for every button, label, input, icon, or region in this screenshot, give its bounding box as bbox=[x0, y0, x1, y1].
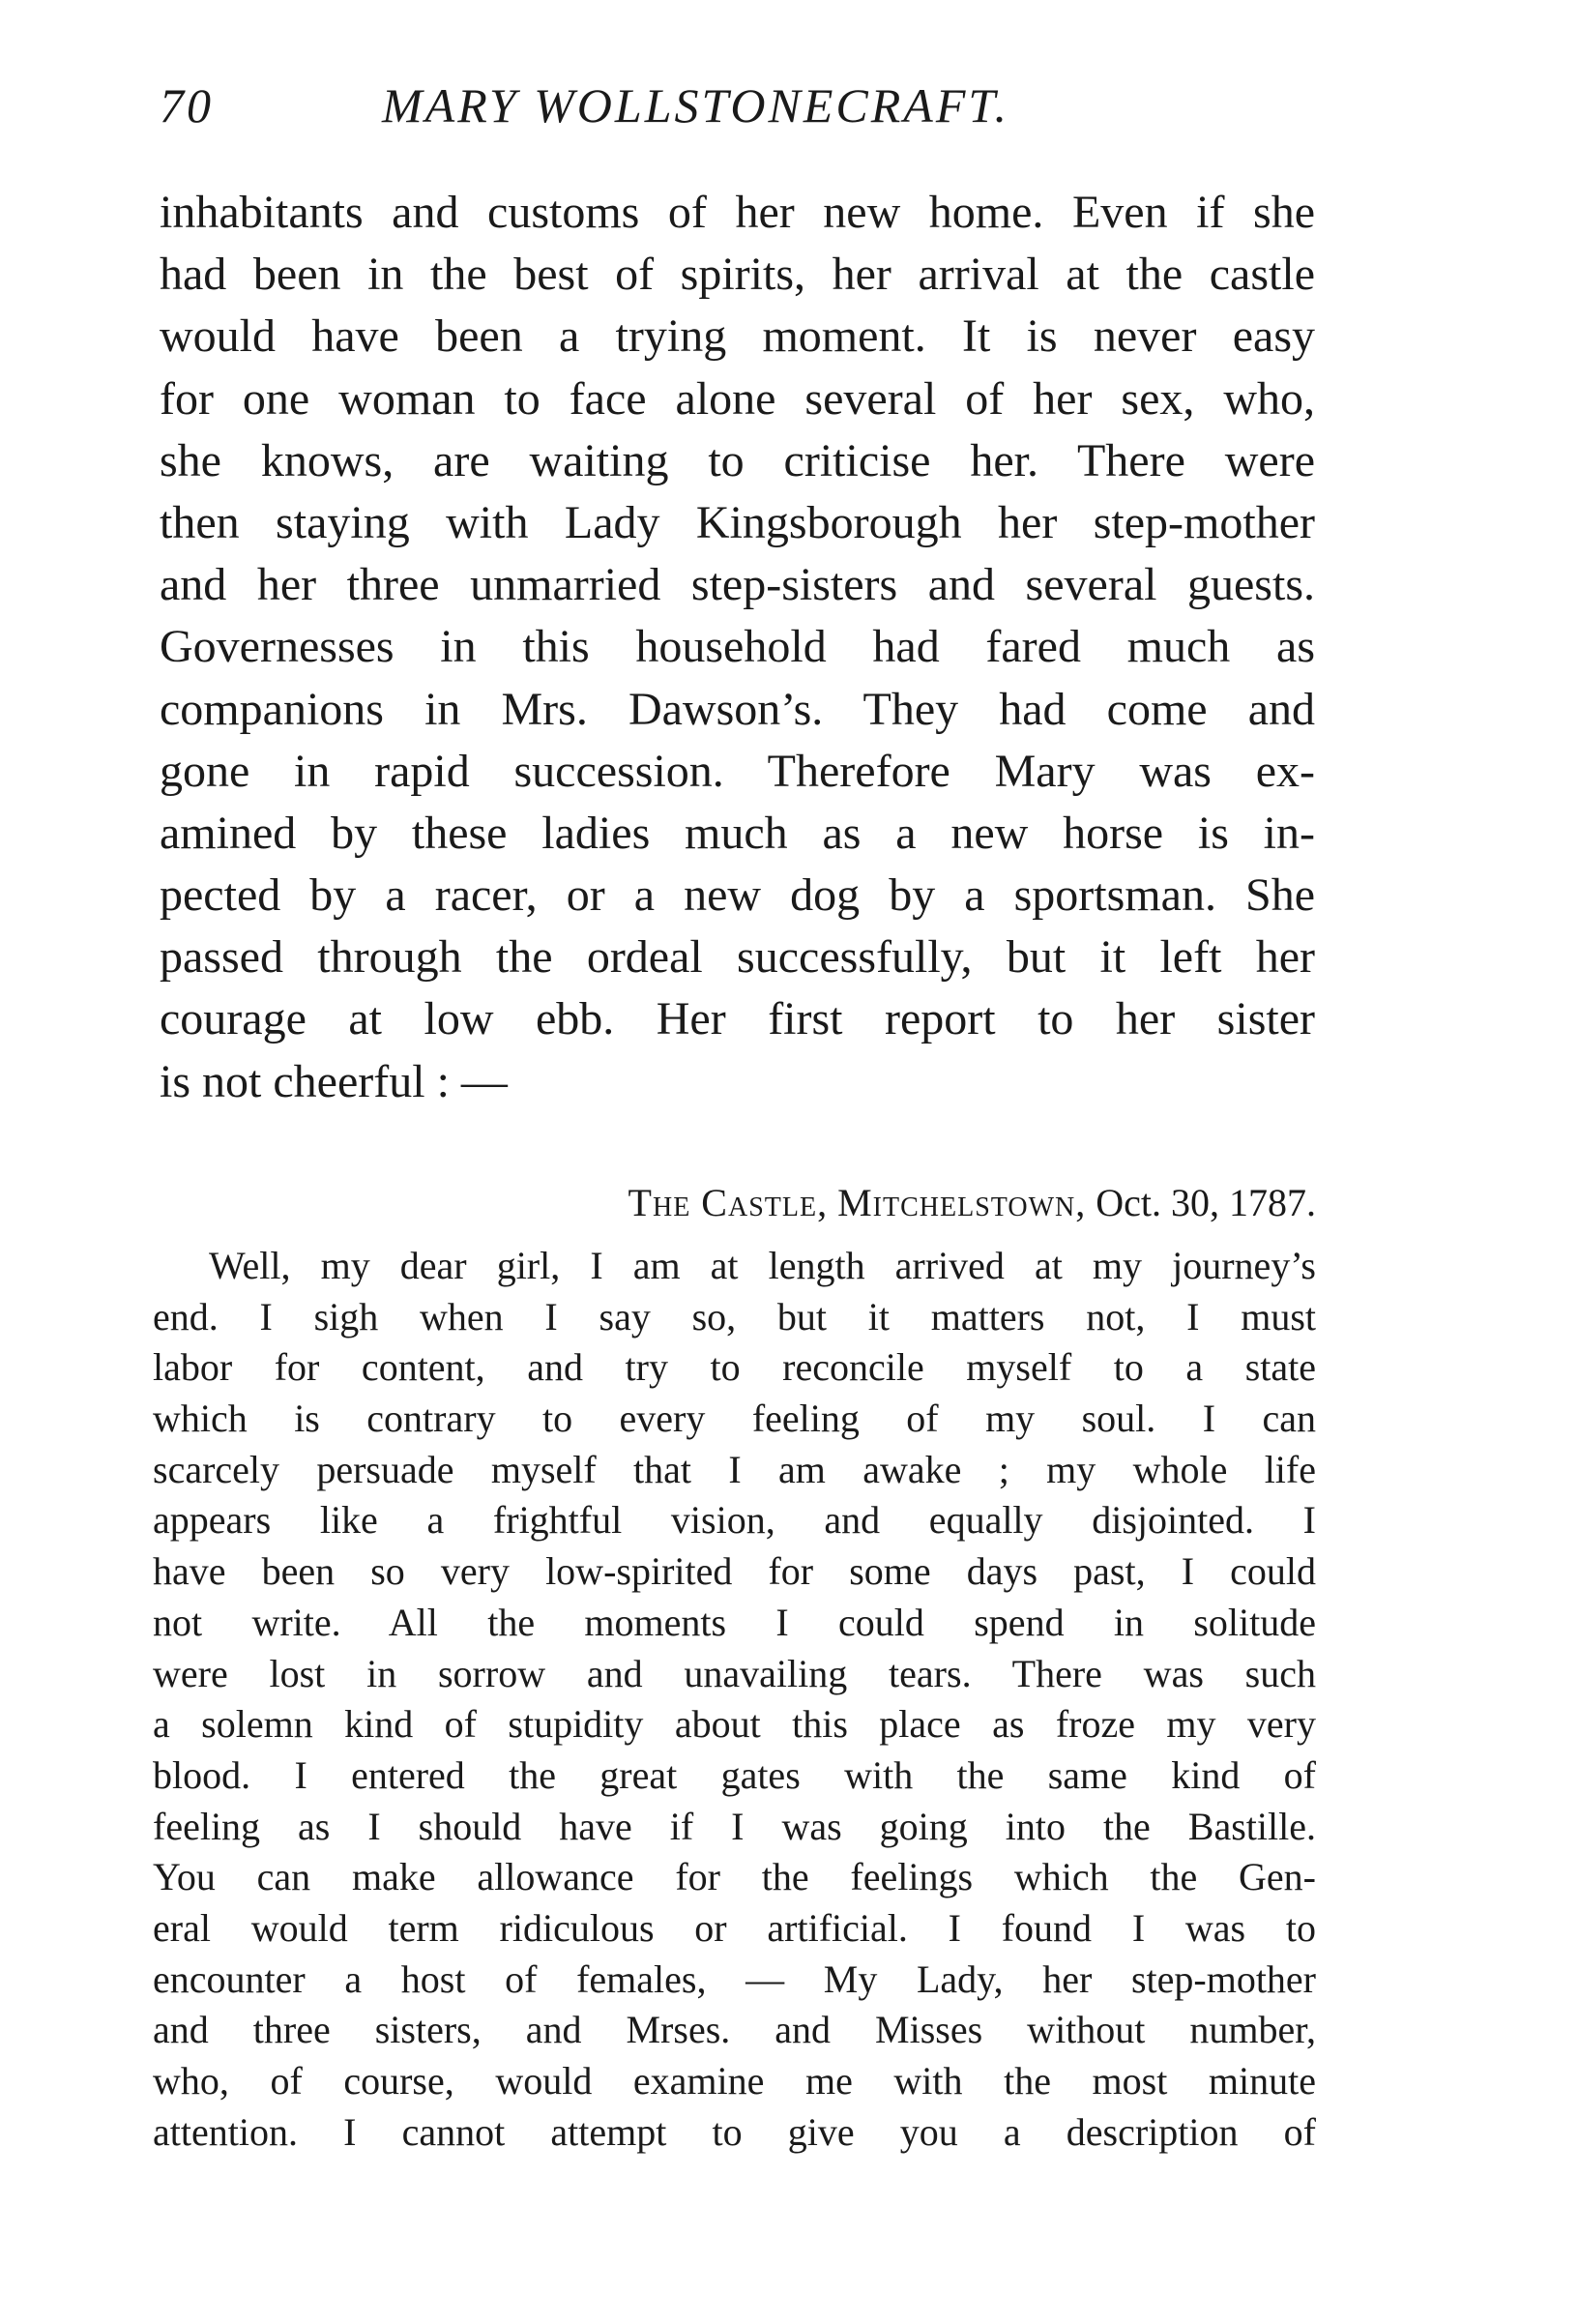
dateline-town: Mitchelstown, bbox=[837, 1181, 1087, 1224]
letter-line: a solemn kind of stupidity about this place as froze my very bbox=[153, 1702, 1316, 1747]
body-line: Governesses in this household had fared much as bbox=[160, 621, 1315, 673]
letter-line: attention. I cannot attempt to give you a description of bbox=[153, 2109, 1316, 2154]
body-line: then staying with Lady Kingsborough her step-mother bbox=[160, 496, 1315, 548]
body-line: she knows, are waiting to criticise her. There were bbox=[160, 434, 1315, 486]
letter-body bbox=[153, 1241, 1316, 2158]
letter-line: were lost in sorrow and unavailing tears. There was such bbox=[153, 1651, 1316, 1695]
letter-line: which is contrary to every feeling of my soul. I can bbox=[153, 1397, 1316, 1441]
letter-line: not write. All the moments I could spend in solitude bbox=[153, 1600, 1316, 1644]
letter-line: You can make allowance for the feelings which the Gen- bbox=[153, 1855, 1316, 1899]
body-line: passed through the ordeal successfully, but it left her bbox=[160, 931, 1315, 984]
body-line: would have been a trying moment. It is never easy bbox=[160, 310, 1315, 363]
letter-line: have been so very low-spirited for some days past, I could bbox=[153, 1549, 1316, 1594]
letter-line: encounter a host of females, — My Lady, her step-mother bbox=[153, 1956, 1316, 2001]
letter-line: feeling as I should have if I was going into the Bastille. bbox=[153, 1804, 1316, 1848]
body-line: companions in Mrs. Dawson’s. They had come and bbox=[160, 683, 1315, 735]
body-paragraph bbox=[160, 182, 1315, 1113]
letter-line: appears like a frightful vision, and equally disjointed. I bbox=[153, 1498, 1316, 1543]
body-line: for one woman to face alone several of her sex, who, bbox=[160, 372, 1315, 425]
letter-line: eral would term ridiculous or artificial. I found I was to bbox=[153, 1905, 1316, 1950]
body-line: had been in the best of spirits, her arrival at the castle bbox=[160, 249, 1315, 301]
page-number: 70 bbox=[160, 78, 214, 132]
body-line: amined by these ladies much as a new horse is in- bbox=[160, 807, 1315, 859]
letter-line: who, of course, would examine me with the most minute bbox=[153, 2059, 1316, 2103]
letter-line: end. I sigh when I say so, but it matters not, I must bbox=[153, 1294, 1316, 1339]
letter-line: scarcely persuade myself that I am awake ; my whole life bbox=[153, 1447, 1316, 1491]
letter-line: labor for content, and try to reconcile myself to a state bbox=[153, 1345, 1316, 1390]
letter-dateline bbox=[422, 1180, 1316, 1225]
letter-line: Well, my dear girl, I am at length arrived at my journey’s bbox=[209, 1244, 1316, 1287]
body-line: is not cheerful : — bbox=[160, 1055, 508, 1107]
body-line: and her three unmarried step-sisters and several guests. bbox=[160, 559, 1315, 611]
dateline-place: The Castle, bbox=[628, 1181, 829, 1224]
running-title: MARY WOLLSTONECRAFT. bbox=[382, 78, 1009, 132]
dateline-date: Oct. 30, 1787. bbox=[1096, 1181, 1316, 1224]
running-head bbox=[160, 77, 1320, 155]
body-line: courage at low ebb. Her first report to her sister bbox=[160, 993, 1315, 1045]
body-line: pected by a racer, or a new dog by a sportsman. She bbox=[160, 869, 1315, 922]
letter-line: blood. I entered the great gates with the same kind of bbox=[153, 1752, 1316, 1797]
letter-line: and three sisters, and Mrses. and Misses without number, bbox=[153, 2008, 1316, 2052]
body-line: inhabitants and customs of her new home. Even if she bbox=[160, 187, 1315, 238]
body-line: gone in rapid succession. Therefore Mary was ex- bbox=[160, 745, 1315, 797]
